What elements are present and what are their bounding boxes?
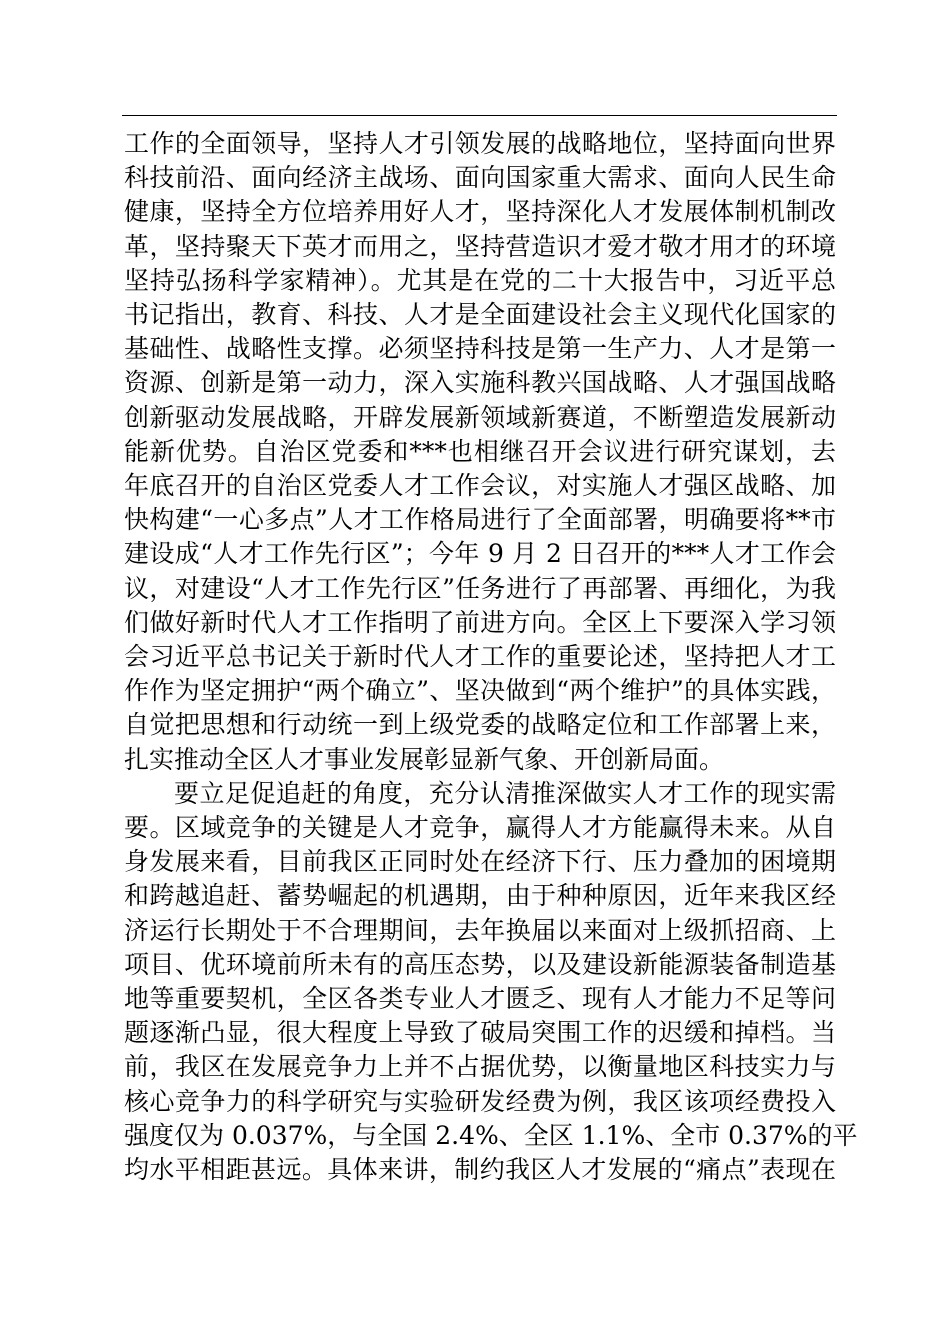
text-line: 和跨越追赶、蓄势崛起的机遇期，由于种种原因，近年来我区经 <box>124 881 836 911</box>
text-line: 快构建“一心多点”人才工作格局进行了全面部署，明确要将**市 <box>124 505 836 535</box>
text-line: 建设成“人才工作先行区”；今年 9 月 2 日召开的***人才工作会 <box>124 539 836 569</box>
text-line: 能新优势。自治区党委和***也相继召开会议进行研究谋划，去 <box>124 436 836 466</box>
text-line: 创新驱动发展战略，开辟发展新领域新赛道，不断塑造发展新动 <box>124 402 836 432</box>
text-line: 坚持弘扬科学家精神）。尤其是在党的二十大报告中，习近平总 <box>124 265 836 295</box>
text-line: 强度仅为 0.037%，与全国 2.4%、全区 1.1%、全市 0.37%的平 <box>124 1120 858 1150</box>
text-line: 资源、创新是第一动力，深入实施科教兴国战略、人才强国战略 <box>124 368 836 398</box>
text-line: 身发展来看，目前我区正同时处在经济下行、压力叠加的困境期 <box>124 847 836 877</box>
paragraph-2 <box>124 777 858 1187</box>
text-line: 们做好新时代人才工作指明了前进方向。全区上下要深入学习领 <box>124 607 836 637</box>
text-line: 议，对建设“人才工作先行区”任务进行了再部署、再细化，为我 <box>124 573 836 603</box>
text-line: 扎实推动全区人才事业发展彰显新气象、开创新局面。 <box>124 744 725 774</box>
text-line: 要。区域竞争的关键是人才竞争，赢得人才方能赢得未来。从自 <box>124 813 836 843</box>
text-line: 核心竞争力的科学研究与实验研发经费为例，我区该项经费投入 <box>124 1086 836 1116</box>
text-line: 年底召开的自治区党委人才工作会议，对实施人才强区战略、加 <box>124 471 836 501</box>
text-line: 健康，坚持全方位培养用好人才，坚持深化人才发展体制机制改 <box>124 197 836 227</box>
text-line: 济运行长期处于不合理期间，去年换届以来面对上级抓招商、上 <box>124 915 836 945</box>
text-line: 地等重要契机，全区各类专业人才匮乏、现有人才能力不足等问 <box>124 984 836 1014</box>
text-line: 题逐渐凸显，很大程度上导致了破局突围工作的迟缓和掉档。当 <box>124 1018 836 1048</box>
text-line: 作作为坚定拥护“两个确立”、坚决做到“两个维护”的具体实践， <box>124 676 836 706</box>
text-line: 前，我区在发展竞争力上并不占据优势，以衡量地区科技实力与 <box>124 1052 836 1082</box>
paragraph-1 <box>124 127 836 777</box>
text-line: 书记指出，教育、科技、人才是全面建设社会主义现代化国家的 <box>124 300 836 330</box>
body-text <box>124 127 858 1187</box>
text-line: 要立足促追赶的角度，充分认清推深做实人才工作的现实需 <box>174 778 836 808</box>
text-line: 科技前沿、面向经济主战场、面向国家重大需求、面向人民生命 <box>124 163 836 193</box>
text-line: 会习近平总书记关于新时代人才工作的重要论述，坚持把人才工 <box>124 642 836 672</box>
text-line: 自觉把思想和行动统一到上级党委的战略定位和工作部署上来， <box>124 710 836 740</box>
header-rule <box>122 115 837 116</box>
text-line: 基础性、战略性支撑。必须坚持科技是第一生产力、人才是第一 <box>124 334 836 364</box>
text-line: 均水平相距甚远。具体来讲，制约我区人才发展的“痛点”表现在 <box>124 1155 836 1185</box>
text-line: 革，坚持聚天下英才而用之，坚持营造识才爱才敬才用才的环境 <box>124 231 836 261</box>
text-line: 项目、优环境前所未有的高压态势，以及建设新能源装备制造基 <box>124 949 836 979</box>
text-line: 工作的全面领导，坚持人才引领发展的战略地位，坚持面向世界 <box>124 129 836 158</box>
